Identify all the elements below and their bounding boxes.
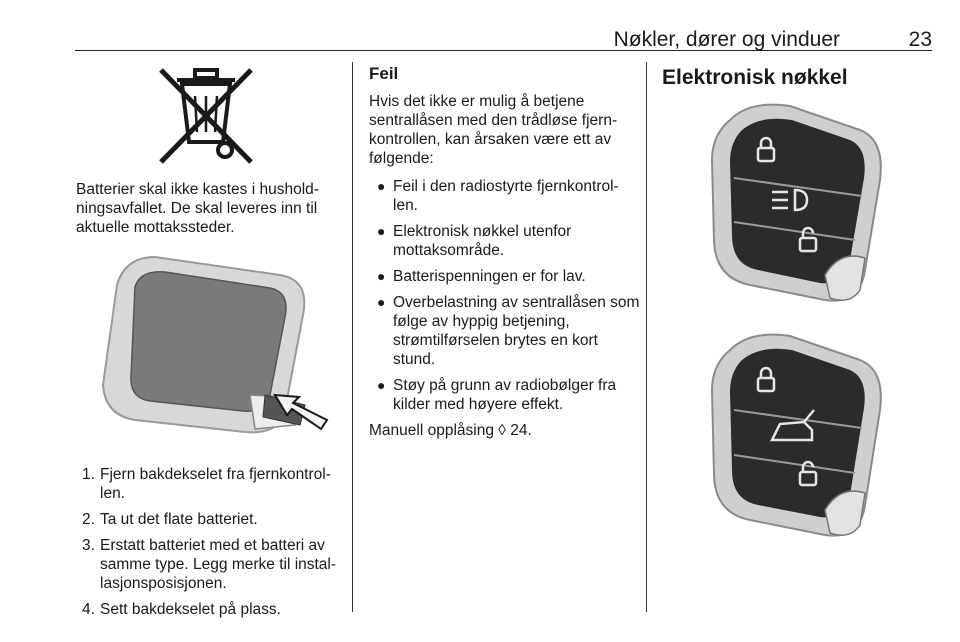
crossref-symbol: ◊ [498,422,506,439]
cross-reference[interactable] [369,421,641,440]
step-text: Fjern bakdekselet fra fjernkontrol-len. [100,466,331,502]
list-item [76,465,352,503]
list-item [369,376,641,414]
battery-replacement-illustration [95,245,340,450]
electronic-key-illustration-2 [700,330,890,545]
fault-causes-list [369,177,641,414]
bullet-icon: ● [377,223,386,239]
step-text: Sett bakdekselet på plass. [100,601,281,618]
crossed-bin-icon [155,66,257,166]
list-item [76,600,352,619]
bullet-text: Elektronisk nøkkel utenfor mottaksområde. [393,223,572,259]
bullet-text: Støy på grunn av radiobølger fra kilder med høyere effekt. [393,377,617,413]
battery-steps-list [76,465,352,626]
column-divider-2 [646,62,647,612]
bullet-text: Batterispenningen er for lav. [393,268,586,285]
bullet-icon: ● [377,268,386,284]
crossref-text: Manuell opplåsing [369,422,494,439]
page-number: 23 [908,28,932,51]
list-item [369,177,641,215]
section-title-electronic-key: Elektronisk nøkkel [662,66,848,89]
header-title: Nøkler, dører og vinduer [613,28,840,51]
list-item [369,267,641,286]
bullet-text: Feil i den radiostyrte fjernkontrol-len. [393,178,619,214]
list-item [76,510,352,529]
column-divider-1 [352,62,353,612]
bullet-icon: ● [377,294,386,310]
fault-intro-text: Hvis det ikke er mulig å betjene sentrallåsen med den trådløse fjern-kontrollen, kan årsaken være ett av følgende: [369,93,618,167]
fault-section [369,64,641,440]
step-number: 1. [82,466,95,483]
battery-disposal-text: Batterier skal ikke kastes i hushold-ningsavfallet. De skal leveres inn til aktuelle mottakssteder. [76,181,319,236]
step-number: 2. [82,511,95,528]
step-number: 3. [82,537,95,554]
bullet-icon: ● [377,178,386,194]
step-number: 4. [82,601,95,618]
header-rule [75,50,932,51]
bullet-icon: ● [377,377,386,393]
step-text: Ta ut det flate batteriet. [100,511,258,528]
list-item [76,536,352,593]
step-text: Erstatt batteriet med et batteri av samme type. Legg merke til instal-lasjonsposisjonen. [100,537,337,592]
list-item [369,222,641,260]
crossref-page: 24. [510,422,532,439]
list-item [369,293,641,369]
electronic-key-illustration-1 [700,100,890,310]
section-title: Feil [369,64,399,83]
bullet-text: Overbelastning av sentrallåsen som følge av hyppig betjening, strømtilførselen brytes en kort stund. [393,294,640,368]
